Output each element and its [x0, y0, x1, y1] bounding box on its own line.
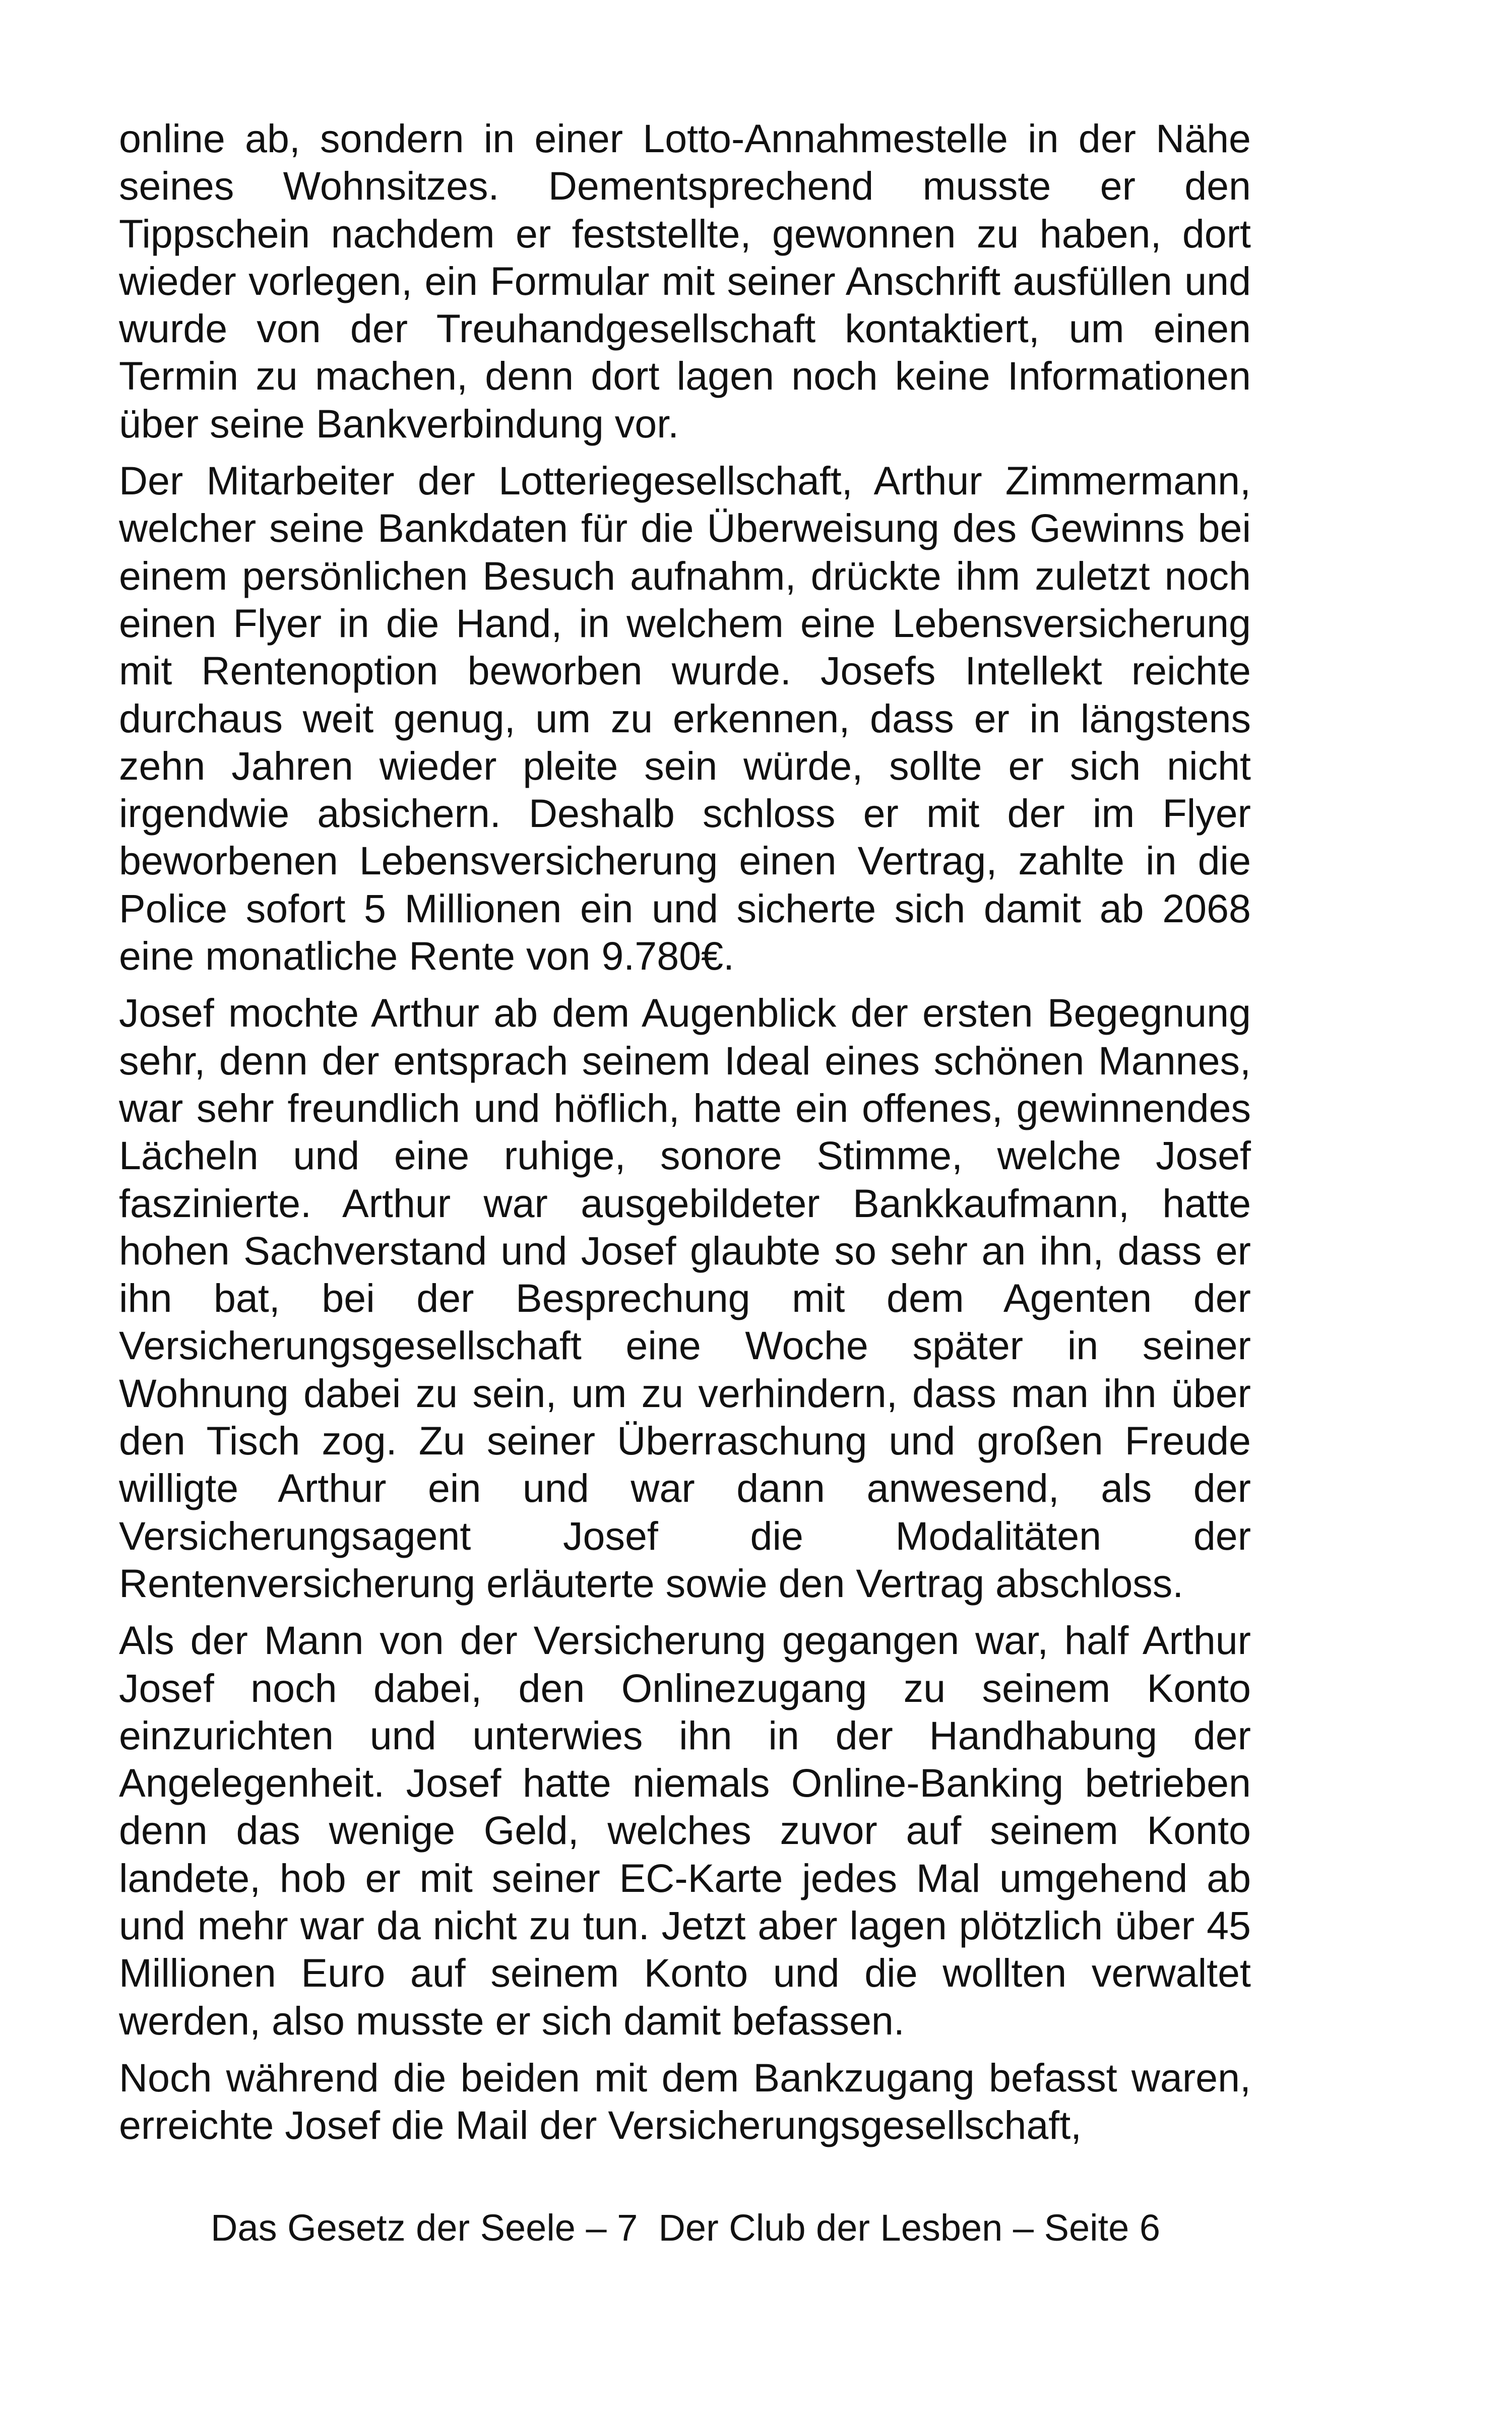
- paragraph: Als der Mann von der Versicherung gegangen war, half Arthur Josef noch dabei, den Onlinezugang zu seinem Konto einzurichten und unterwies ihn in der Handhabung der Angelegenheit. Josef hatte niemals Online-Banking betrieben denn das wenige Geld, welches zuvor auf seinem Konto landete, hob er mit seiner EC-Karte jedes Mal umgehend ab und mehr war da nicht zu tun. Jetzt aber lagen plötzlich über 45 Millionen Euro auf seinem Konto und die wollten verwaltet werden, also musste er sich damit befassen.: [119, 1618, 1251, 2043]
- paragraph: Der Mitarbeiter der Lotteriegesellschaft, Arthur Zimmermann, welcher seine Bankdaten für die Überweisung des Gewinns bei einem persönlichen Besuch aufnahm, drückte ihm zuletzt noch einen Flyer in die Hand, in welchem eine Lebensversicherung mit Rentenoption beworben wurde. Josefs Intellekt reichte durchaus weit genug, um zu erkennen, dass er in längstens zehn Jahren wieder pleite sein würde, sollte er sich nicht irgendwie absichern. Deshalb schloss er mit der im Flyer beworbenen Lebensversicherung einen Vertrag, zahlte in die Police sofort 5 Millionen ein und sicherte sich damit ab 2068 eine monatliche Rente von 9.780€.: [119, 458, 1251, 979]
- page-footer: Das Gesetz der Seele – 7 Der Club der Lesben – Seite 6: [211, 2207, 1160, 2249]
- body-text: [119, 115, 1251, 2158]
- paragraph: Josef mochte Arthur ab dem Augenblick der ersten Begegnung sehr, denn der entsprach seinem Ideal eines schönen Mannes, war sehr freundlich und höflich, hatte ein offenes, gewinnendes Lächeln und eine ruhige, sonore Stimme, welche Josef faszinierte. Arthur war ausgebildeter Bankkaufmann, hatte hohen Sachverstand und Josef glaubte so sehr an ihn, dass er ihn bat, bei der Besprechung mit dem Agenten der Versicherungsgesellschaft eine Woche später in seiner Wohnung dabei zu sein, um zu verhindern, dass man ihn über den Tisch zog. Zu seiner Überraschung und großen Freude willigte Arthur ein und war dann anwesend, als der Versicherungsagent Josef die Modalitäten der Rentenversicherung erläuterte sowie den Vertrag abschloss.: [119, 990, 1251, 1606]
- paragraph: Noch während die beiden mit dem Bankzugang befasst waren, erreichte Josef die Mail der Versicherungsgesellschaft,: [119, 2055, 1251, 2148]
- paragraph: online ab, sondern in einer Lotto-Annahmestelle in der Nähe seines Wohnsitzes. Dementsprechend musste er den Tippschein nachdem er feststellte, gewonnen zu haben, dort wieder vorlegen, ein Formular mit seiner Anschrift ausfüllen und wurde von der Treuhandgesellschaft kontaktiert, um einen Termin zu machen, denn dort lagen noch keine Informationen über seine Bankverbindung vor.: [119, 116, 1251, 446]
